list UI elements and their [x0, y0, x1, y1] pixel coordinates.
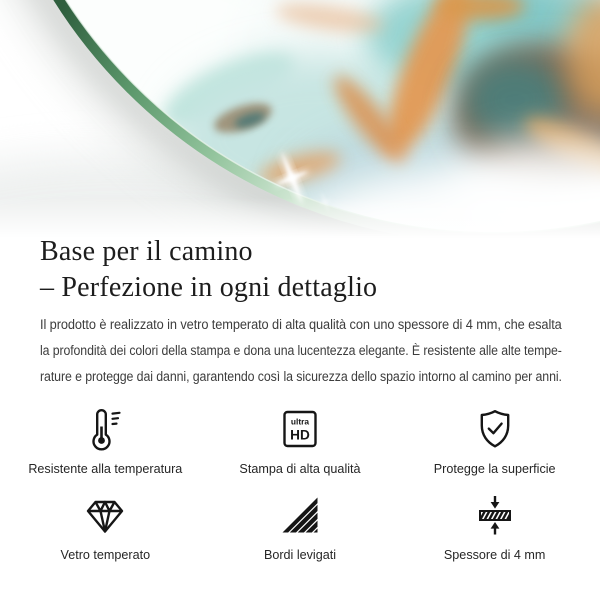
description-line: rature e protegge dai danni, garantendo così la sicurezza dello spazio intorno al camino per anni. — [40, 369, 562, 384]
features-grid — [0, 405, 600, 563]
feature-label: Stampa di alta qualità — [239, 462, 361, 476]
ultra-hd-badge-bottom: HD — [290, 427, 310, 443]
heading-line-2: – Perfezione in ogni dettaglio — [40, 272, 378, 303]
product-image — [0, 0, 600, 232]
ultra-hd-icon — [276, 405, 324, 453]
diamond-icon — [81, 491, 129, 539]
feature-label: Spessore di 4 mm — [443, 548, 546, 562]
page-title — [40, 234, 560, 306]
thermometer-icon — [81, 405, 129, 453]
thickness-icon — [471, 491, 519, 539]
product-description — [40, 312, 560, 390]
description-line: la profondità dei colori della stampa e dona una lucentezza elegante. È resistente alle alte tempe- — [40, 343, 562, 358]
feature-surface-protection — [397, 405, 592, 477]
feature-temperature-resistant — [8, 405, 203, 477]
feature-label: Resistente alla temperatura — [28, 462, 183, 476]
feature-thickness — [397, 491, 592, 563]
feature-label: Protegge la superficie — [433, 462, 556, 476]
feature-print-quality — [203, 405, 398, 477]
feature-label: Bordi levigati — [263, 548, 337, 562]
polished-edges-icon — [276, 491, 324, 539]
shield-check-icon — [471, 405, 519, 453]
feature-tempered-glass — [8, 491, 203, 563]
fireplace-glass-base-image — [0, 0, 600, 238]
feature-polished-edges — [203, 491, 398, 563]
description-line: Il prodotto è realizzato in vetro temperato di alta qualità con uno spessore di 4 mm, che esalta — [40, 317, 562, 332]
ultra-hd-badge-top: ultra — [290, 416, 310, 427]
heading-line-1: Base per il camino — [40, 236, 253, 267]
feature-label: Vetro temperato — [60, 548, 151, 562]
